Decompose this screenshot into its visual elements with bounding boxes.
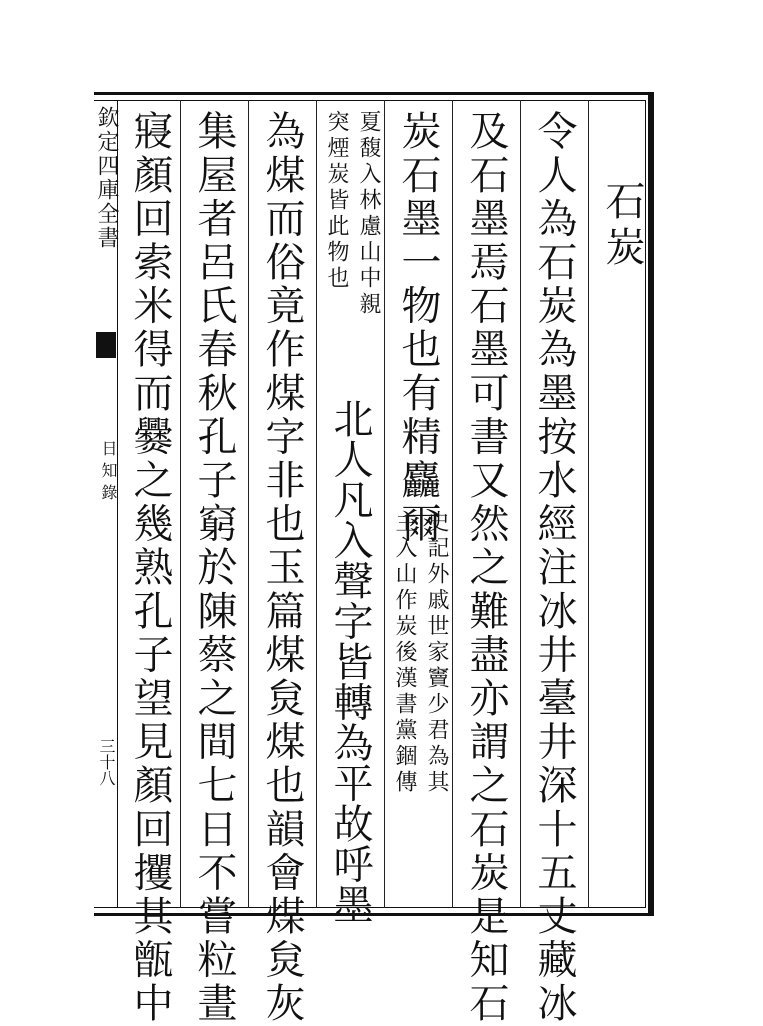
note-line-left: 突煙炭皆此物也	[324, 110, 349, 292]
column-divider	[452, 100, 453, 908]
text-column-6: 集屋者呂氏春秋孔子窮於陳蔡之間七日不嘗粒晝	[191, 110, 237, 1026]
column-divider	[520, 100, 521, 908]
gutter-book-title: 日知錄	[99, 440, 118, 506]
note-line-right: 夏馥入林慮山中親	[356, 110, 381, 318]
note-line-right: 史記外戚世家竇少君為其	[424, 510, 449, 796]
text-column-7: 寢顏回索米得而爨之幾熟孔子望見顏回攫其甑中	[127, 110, 173, 1026]
note-line-left: 主入山作炭後漢書黨錮傳	[392, 510, 417, 796]
gutter-collection-title: 欽定四庫全書	[94, 106, 119, 250]
column-divider	[248, 100, 249, 908]
column-divider	[180, 100, 181, 908]
text-column-3: 炭石墨一物也有精麤爾	[395, 110, 441, 546]
text-column-1: 令人為石炭為墨按水經注冰井臺井深十五丈藏冰	[531, 110, 577, 1026]
gutter-fish-tail-mark	[96, 332, 116, 358]
text-column-5: 為煤而俗竟作煤字非也玉篇煤炱煤也韻會煤炱灰	[259, 110, 305, 1026]
text-column-4: 北人凡入聲字皆轉為平故呼墨	[327, 398, 373, 925]
column-divider	[316, 100, 317, 908]
entry-heading: 石炭	[599, 180, 645, 272]
gutter-page-number: 三十八	[97, 738, 116, 786]
text-column-2: 及石墨焉石墨可書又然之難盡亦謂之石炭是知石	[463, 110, 509, 1026]
column-divider	[384, 100, 385, 908]
column-divider	[588, 100, 589, 908]
